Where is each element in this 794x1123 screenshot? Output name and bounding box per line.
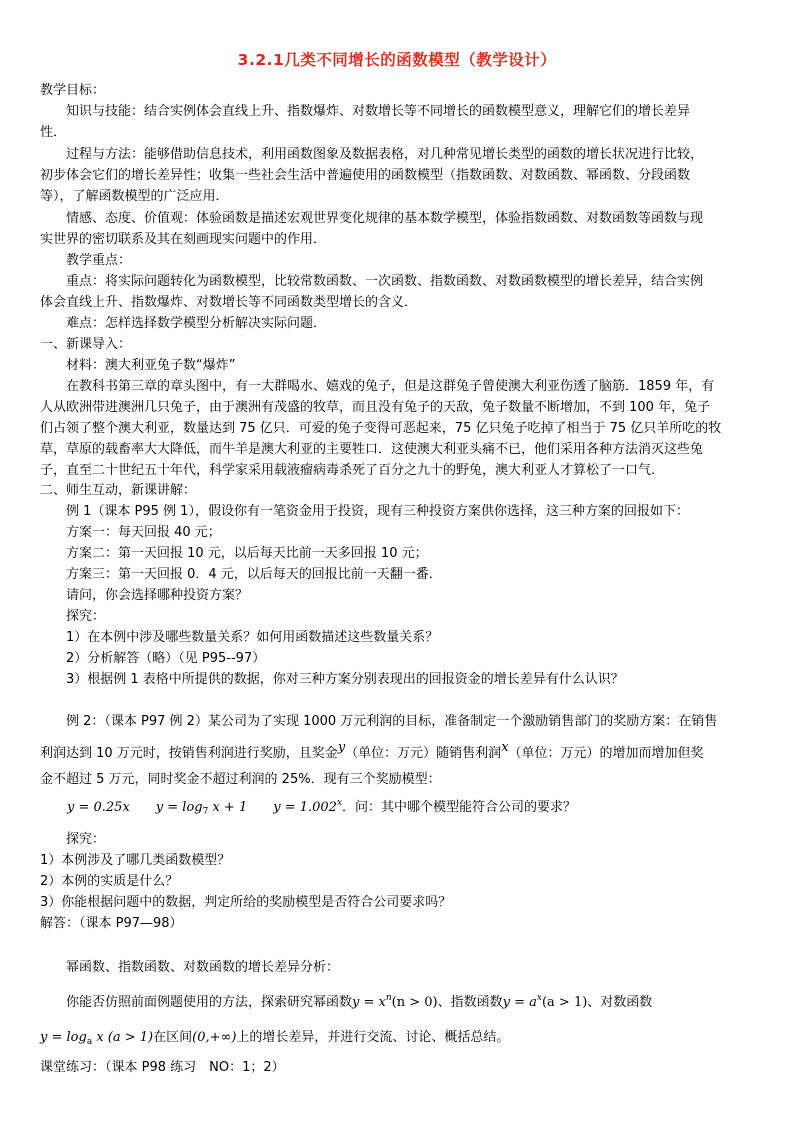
math-sup: n (385, 993, 392, 1003)
paragraph-line: 1）本例涉及了哪几类函数模型？ (40, 853, 231, 868)
paragraph-line: 探究： (66, 609, 106, 624)
paragraph-line: 2）本例的实质是什么？ (40, 874, 179, 889)
math-run: y = log (155, 800, 203, 815)
text-run: 在区间 (153, 1030, 193, 1045)
math-run: (a > 1) (541, 995, 588, 1010)
math-sub: 7 (202, 807, 209, 817)
paragraph-line: 难点：怎样选择数学模型分析解决实际问题． (66, 316, 327, 331)
paragraph-line: 初步体会它们的增长差异性；收集一些社会生活中普遍使用的函数模型（指数函数、对数函数、幂函数、分段函数 (40, 168, 691, 183)
math-run: y = x (352, 995, 386, 1010)
math-model-linear: y = 0.25x (67, 800, 130, 815)
paragraph-line: 过程与方法：能够借助信息技术，利用函数图象及数据表格，对几种常见增长类型的函数的增长状况进行比较， (66, 147, 704, 162)
paragraph-line: 1）在本例中涉及哪些数量关系？如何用函数描述这些数量关系？ (66, 630, 439, 645)
paragraph-line: 请问，你会选择哪种投资方案？ (66, 588, 249, 603)
text-run: 上的增长差异，并进行交流、讨论、概括总结。 (236, 1030, 510, 1045)
paragraph-line: 在教科书第三章的章头图中，有一大群喝水、嬉戏的兔子，但是这群兔子曾使澳大利亚伤透了脑筋．1859 年，有 (66, 379, 715, 394)
paragraph-line: 人从欧洲带进澳洲几只兔子，由于澳洲有茂盛的牧草，而且没有兔子的天敌，兔子数量不断增加，不到 100 年，兔子 (40, 400, 711, 415)
text-run: 利润达到 10 万元时，按销售利润进行奖励，且奖金 (40, 746, 338, 761)
math-run: x + 1 (208, 800, 248, 815)
paragraph-line: 3）根据例 1 表格中所提供的数据，你对三种方案分别表现出的回报资金的增长差异有什么认识？ (66, 672, 624, 687)
math-run: (n > 0) (391, 995, 438, 1010)
reward-models-equation (67, 796, 576, 815)
math-interval: (0,+∞) (192, 1030, 237, 1045)
math-model-log (156, 800, 247, 815)
math-power-function (352, 995, 438, 1010)
text-run: 、指数函数 (437, 995, 503, 1010)
math-sup: x (336, 798, 343, 808)
paragraph-line: 性． (40, 125, 67, 140)
paragraph-line: 知识与技能：结合实例体会直线上升、指数爆炸、对数增长等不同增长的函数模型意义，理解它们的增长差异 (66, 104, 691, 119)
page-title: 3.2.1几类不同增长的函数模型（教学设计） (237, 51, 557, 69)
paragraph-line: 们占领了整个澳大利亚，数量达到 75 亿只．可爱的兔子变得可恶起来，75 亿只兔子吃掉了相当于 75 亿只羊所吃的牧 (40, 421, 722, 436)
text-run: ．问：其中哪个模型能符合公司的要求？ (342, 800, 577, 815)
paragraph-line: 2）分析解答（略）（见 P95--97） (66, 651, 266, 666)
paragraph-line: 等），了解函数模型的广泛应用． (40, 189, 229, 204)
paragraph-line: 例 1（课本 P95 例 1），假设你有一笔资金用于投资，现有三种投资方案供你选择，这三种方案的回报如下： (66, 504, 689, 519)
text-run: 你能否仿照前面例题使用的方法，探索研究幂函数 (66, 995, 353, 1010)
text-run: （单位：万元）的增加而增加但奖 (508, 746, 704, 761)
paragraph-line: 方案一：每天回报 40 元； (66, 525, 221, 540)
paragraph-line (40, 740, 704, 762)
paragraph-line (66, 995, 652, 1011)
math-exponential-function (503, 995, 588, 1010)
paragraph-line (40, 1030, 509, 1046)
paragraph-line: 实世界的密切联系及其在刻画现实问题中的作用． (40, 232, 327, 247)
math-model-exp (273, 800, 342, 815)
paragraph-line: 方案二：第一天回报 10 元，以后每天比前一天多回报 10 元； (66, 546, 428, 561)
text-run: （单位：万元）随销售利润 (345, 746, 502, 761)
paragraph-line: 草，草原的载畜率大大降低，而牛羊是澳大利亚的主要牲口．这使澳大利亚头痛不已，他们采用各种方法消灭这些兔 (40, 442, 704, 457)
math-run: y = a (502, 995, 537, 1010)
paragraph-line: 重点：将实际问题转化为函数模型，比较常数函数、一次函数、指数函数、对数函数模型的增长差异，结合实例 (66, 274, 704, 289)
section-heading-objectives: 教学目标： (40, 83, 106, 98)
math-sup: x (536, 993, 542, 1003)
math-run: y = log (40, 1030, 87, 1045)
paragraph-line: 材料：澳大利亚兔子数“爆炸” (66, 358, 236, 373)
section-heading-intro: 一、新课导入： (40, 337, 132, 352)
paragraph-line: 3）你能根据问题中的数据，判定所给的奖励模型是否符合公司要求吗？ (40, 895, 452, 910)
math-run: y = 1.002 (273, 800, 337, 815)
paragraph-line: 方案三：第一天回报 0．4 元，以后每天的回报比前一天翻一番． (66, 567, 442, 582)
paragraph-line: 课堂练习：（课本 P98 练习 NO：1；2） (40, 1060, 285, 1075)
math-log-function (40, 1030, 153, 1045)
paragraph-line: 解答：（课本 P97—98） (40, 916, 183, 931)
section-heading-key-points: 教学重点： (66, 253, 132, 268)
paragraph-line: 幂函数、指数函数、对数函数的增长差异分析： (66, 960, 340, 975)
math-var-y: y (337, 740, 346, 755)
section-heading-interaction: 二、师生互动，新课讲解： (40, 483, 197, 498)
math-sub: a (86, 1037, 93, 1047)
math-run: x (a > 1) (92, 1030, 154, 1045)
paragraph-line: 例 2：（课本 P97 例 2）某公司为了实现 1000 万元利润的目标，准备制定一个激励销售部门的奖励方案：在销售 (66, 714, 718, 729)
paragraph-line: 情感、态度、价值观：体验函数是描述宏观世界变化规律的基本数学模型，体验指数函数、对数函数等函数与现 (66, 211, 704, 226)
paragraph-line: 子，直至二十世纪五十年代，科学家采用载液瘤病毒杀死了百分之九十的野兔，澳大利亚人才算松了一口气． (40, 463, 665, 478)
paragraph-line: 金不超过 5 万元，同时奖金不超过利润的 25%．现有三个奖励模型： (40, 772, 441, 787)
paragraph-line: 体会直线上升、指数爆炸、对数增长等不同函数类型增长的含义． (40, 295, 418, 310)
paragraph-line: 探究： (66, 832, 106, 847)
text-run: 、对数函数 (587, 995, 653, 1010)
math-var-x: x (501, 740, 509, 755)
